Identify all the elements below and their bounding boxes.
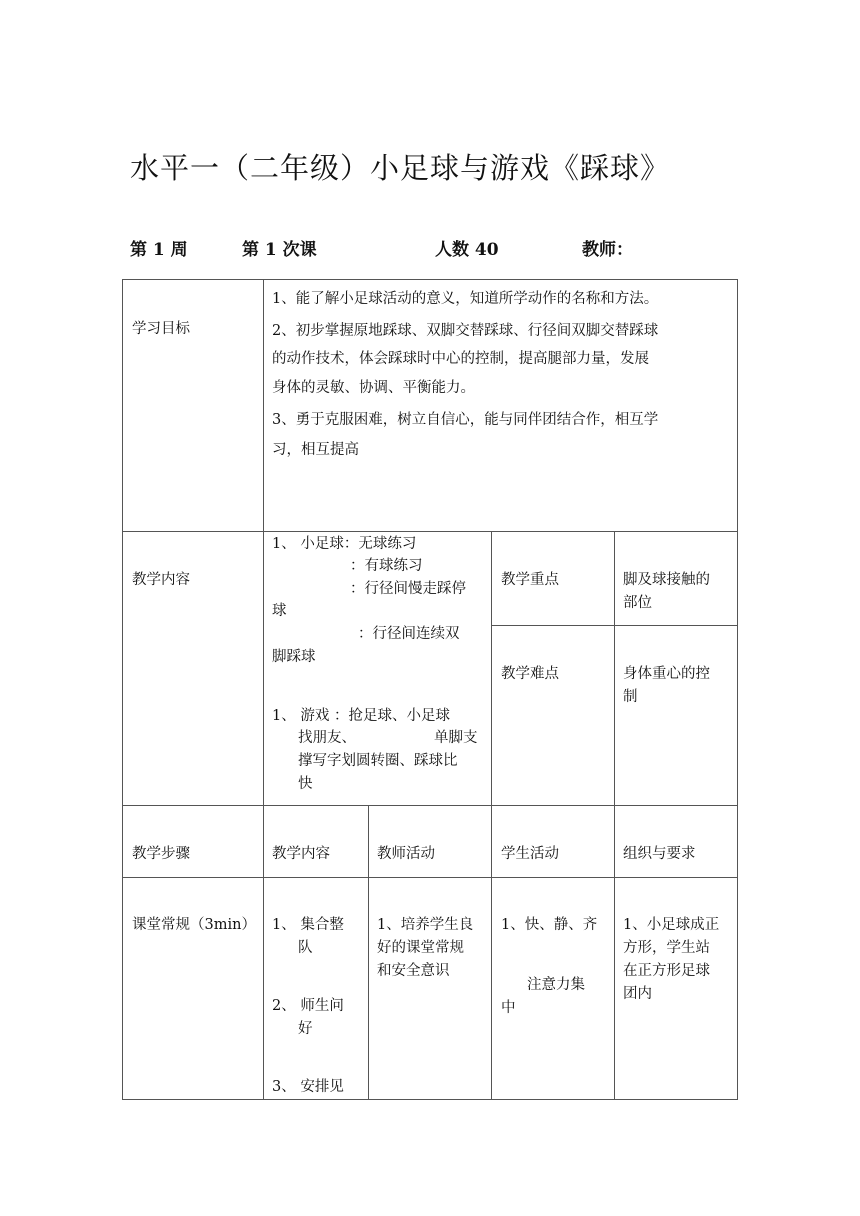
step-cell: 课堂常规（3min） — [132, 917, 256, 933]
header-content: 教学内容 — [272, 846, 330, 862]
objective-line: 习，相互提高 — [272, 442, 359, 458]
content-cell-line: 好 — [298, 1021, 313, 1037]
key-point-text: 脚及球接触的 — [623, 572, 710, 588]
game-line: 撑写字划圆转圈、踩球比 — [298, 753, 458, 769]
org-cell-line: 在正方形足球 — [623, 963, 710, 979]
table-border-right — [737, 279, 738, 1100]
key-point-label: 教学重点 — [501, 572, 559, 588]
student-cell-line: 注意力集 — [527, 977, 585, 993]
key-point-text: 部位 — [623, 595, 652, 611]
table-rule — [122, 805, 738, 806]
content-line: 脚踩球 — [272, 649, 316, 665]
difficulty-text: 身体重心的控 — [623, 666, 710, 682]
objective-line: 1、能了解小足球活动的意义，知道所学动作的名称和方法。 — [272, 291, 659, 307]
table-rule — [122, 531, 738, 532]
content-cell-line: 1、 集合整 — [272, 917, 344, 933]
content-line: 1、 小足球：无球练习 — [272, 536, 417, 552]
content-label: 教学内容 — [132, 572, 190, 588]
lesson-label: 第 1 次课 — [242, 240, 317, 260]
org-cell-line: 团内 — [623, 986, 652, 1002]
game-line: 快 — [298, 776, 313, 792]
content-line: ：有球练习 — [350, 558, 423, 574]
week-label: 第 1 周 — [130, 240, 188, 260]
table-border-bottom — [122, 1099, 738, 1100]
content-line: ：行径间慢走踩停 — [350, 581, 466, 597]
table-rule — [122, 877, 738, 878]
content-cell-line: 3、 安排见 — [272, 1079, 344, 1095]
table-rule — [614, 531, 615, 1100]
difficulty-label: 教学难点 — [501, 666, 559, 682]
teacher-cell-line: 好的课堂常规 — [377, 940, 464, 956]
org-cell-line: 1、小足球成正 — [623, 917, 720, 933]
header-student-activity: 学生活动 — [501, 846, 559, 862]
teacher-label: 教师： — [582, 240, 633, 260]
content-line: 球 — [272, 603, 287, 619]
objective-line: 的动作技术，体会踩球时中心的控制，提高腿部力量，发展 — [272, 351, 649, 367]
difficulty-text: 制 — [623, 689, 638, 705]
table-border-left — [122, 279, 123, 1100]
game-line: 找朋友、 — [298, 730, 356, 746]
content-cell-line: 2、 师生问 — [272, 998, 344, 1014]
objectives-label: 学习目标 — [132, 321, 190, 337]
content-cell-line: 队 — [298, 940, 313, 956]
game-line: 1、 游戏 ：抢足球、小足球 — [272, 708, 450, 724]
header-organization: 组织与要求 — [623, 846, 696, 862]
teacher-cell-line: 1、培养学生良 — [377, 917, 474, 933]
objective-line: 3、勇于克服困难，树立自信心，能与同伴团结合作，相互学 — [272, 412, 659, 428]
game-line: 单脚支 — [434, 730, 478, 746]
student-cell-line: 中 — [501, 1000, 516, 1016]
objective-line: 2、初步掌握原地踩球、双脚交替踩球、行径间双脚交替踩球 — [272, 323, 659, 339]
content-line: ：行径间连续双 — [358, 626, 460, 642]
org-cell-line: 方形，学生站 — [623, 940, 710, 956]
table-rule — [263, 279, 264, 1100]
header-step: 教学步骤 — [132, 846, 190, 862]
page-title: 水平一（二年级）小足球与游戏《踩球》 — [130, 151, 671, 185]
table-rule — [368, 805, 369, 1100]
teacher-cell-line: 和安全意识 — [377, 963, 450, 979]
student-cell-line: 1、快、静、齐 — [501, 917, 598, 933]
table-rule — [491, 531, 492, 1100]
header-teacher-activity: 教师活动 — [377, 846, 435, 862]
table-border-top — [122, 279, 738, 280]
objective-line: 身体的灵敏、协调、平衡能力。 — [272, 380, 475, 396]
student-count: 人数 40 — [435, 240, 499, 260]
